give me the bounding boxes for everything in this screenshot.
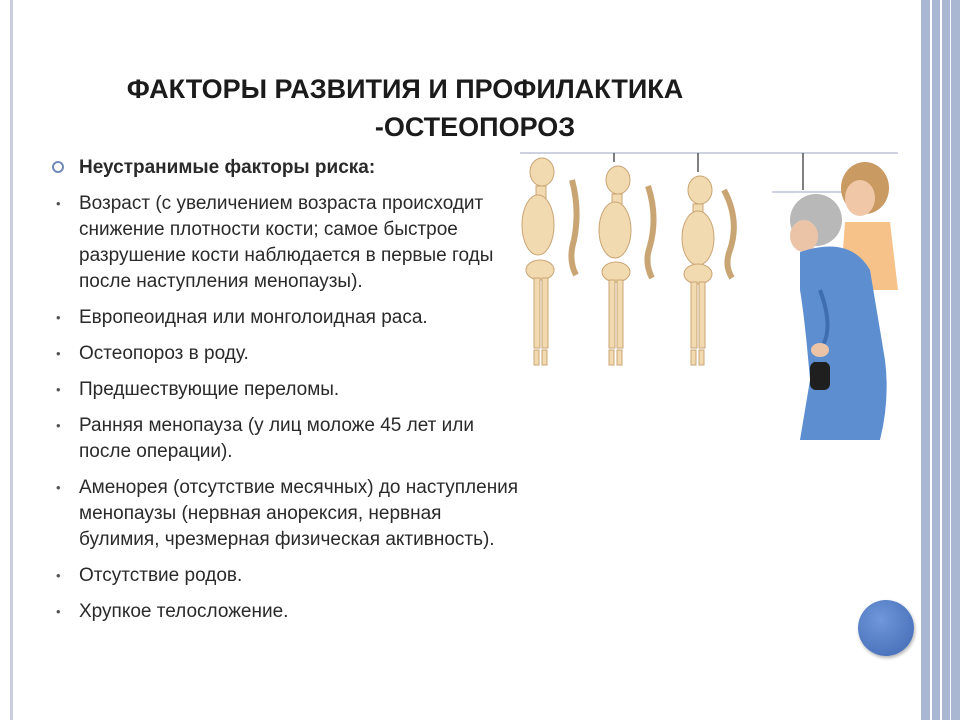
list-item (52, 599, 522, 625)
list-item-text: Аменорея (отсутствие месячных) до наступления менопаузы (нервная анорексия, нервная булимия, чрезмерная физическая активность). (79, 477, 519, 550)
bullet-icon: • (56, 196, 61, 211)
bullet-icon: • (56, 418, 61, 433)
bullet-icon: • (56, 310, 61, 325)
list-item-text: Отсутствие родов. (79, 565, 243, 586)
bullet-icon: • (56, 382, 61, 397)
list-item (52, 413, 522, 465)
decorative-circle (858, 600, 914, 656)
list-item (52, 305, 522, 331)
bullet-icon: • (56, 604, 61, 619)
list-heading (52, 155, 522, 181)
bullet-icon: • (56, 346, 61, 361)
risk-factor-list (52, 155, 522, 635)
list-item (52, 475, 522, 553)
circle-bullet-icon (52, 161, 64, 173)
list-item-text: Возраст (с увеличением возраста происходит снижение плотности кости; самое быстрое разрушение кости наблюдается в первые годы после наступления менопаузы). (79, 193, 494, 292)
bullet-icon: • (56, 568, 61, 583)
list-item (52, 563, 522, 589)
list-item-text: Остеопороз в роду. (79, 343, 249, 364)
skeleton-figure (522, 158, 577, 365)
list-item-text: Европеоидная или монголоидная раса. (79, 307, 428, 328)
slide-right-border (921, 0, 960, 720)
list-item (52, 377, 522, 403)
title-line-1: ФАКТОРЫ РАЗВИТИЯ И ПРОФИЛАКТИКА (126, 74, 684, 104)
skeleton-figure (599, 166, 654, 365)
list-heading-text: Неустранимые факторы риска: (79, 157, 376, 178)
skeleton-figure (682, 176, 734, 365)
list-item (52, 191, 522, 295)
slide-title (60, 70, 860, 146)
list-item-text: Ранняя менопауза (у лиц моложе 45 лет или после операции). (79, 415, 474, 462)
list-item-text: Хрупкое телосложение. (79, 601, 289, 622)
osteoporosis-illustration (520, 150, 898, 440)
list-item (52, 341, 522, 367)
bullet-icon: • (56, 480, 61, 495)
title-line-2: -ОСТЕОПОРОЗ (374, 112, 576, 142)
list-item-text: Предшествующие переломы. (79, 379, 340, 400)
